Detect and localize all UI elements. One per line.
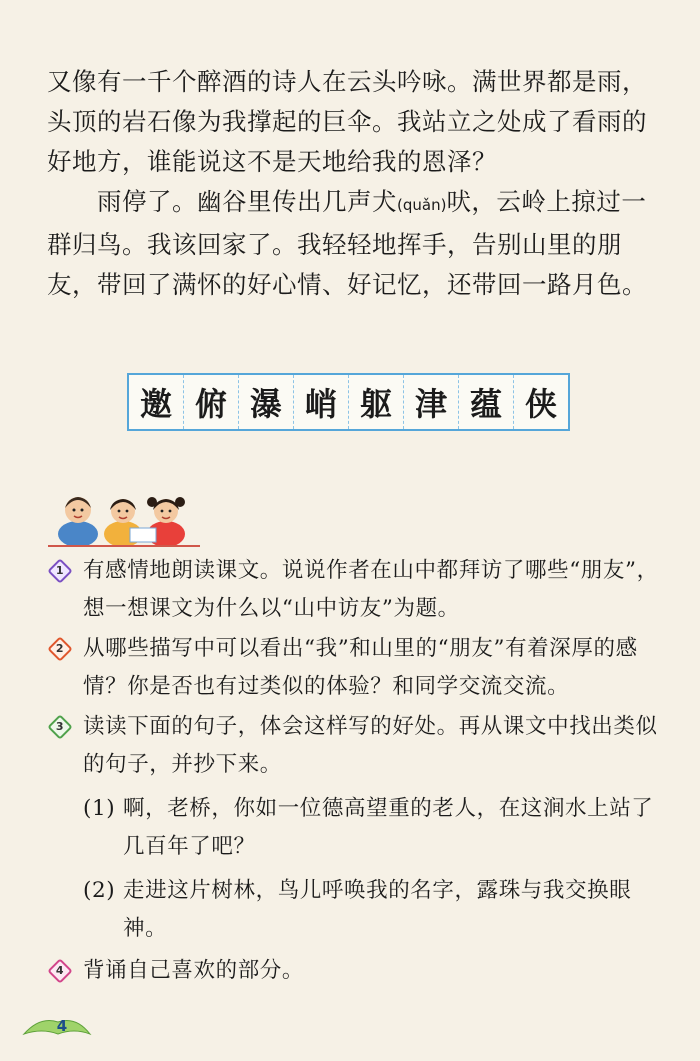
question-number-badge: 3 [47, 714, 72, 739]
page-number: 4 [56, 1017, 68, 1035]
sentence-text: 走进这片树林，鸟儿呼唤我的名字，露珠与我交换眼神。 [123, 878, 632, 941]
page-number-badge [22, 1014, 92, 1038]
character-cell: 俯 [184, 375, 239, 429]
example-sentence-2 [47, 872, 667, 948]
character-cell: 峭 [294, 375, 349, 429]
lesson-text [47, 62, 657, 305]
question-number-badge: 2 [47, 636, 72, 661]
sentence-text: 啊，老桥，你如一位德高望重的老人，在这涧水上站了几百年了吧？ [123, 796, 654, 859]
paragraph-1: 又像有一千个醉酒的诗人在云头吟咏。满世界都是雨，头顶的岩石像为我撑起的巨伞。我站立之处成了看雨的好地方，谁能说这不是天地给我的恩泽？ [47, 67, 647, 176]
exercise-questions [47, 552, 667, 992]
section-divider [48, 545, 200, 547]
three-children-reading-icon [48, 488, 198, 546]
character-cell: 侠 [524, 385, 557, 423]
question-2 [47, 630, 667, 706]
example-sentence-1 [47, 790, 667, 866]
character-cell: 蕴 [459, 375, 514, 429]
character-cell: 邀 [129, 375, 184, 429]
sentence-tag: (1) [83, 796, 116, 821]
question-text: 有感情地朗读课文。说说作者在山中都拜访了哪些“朋友”，想一想课文为什么以“山中访友”为题。 [83, 558, 659, 621]
question-text: 背诵自己喜欢的部分。 [83, 958, 305, 983]
question-1 [47, 552, 667, 628]
question-number-badge: 1 [47, 558, 72, 583]
new-characters-grid [127, 373, 570, 431]
pinyin-annotation: (quǎn) [397, 196, 447, 214]
character-cell: 躯 [349, 375, 404, 429]
question-number-badge: 4 [47, 958, 72, 983]
question-text: 读读下面的句子，体会这样写的好处。再从课文中找出类似的句子，并抄下来。 [83, 714, 658, 777]
question-3 [47, 708, 667, 784]
character-cell: 津 [404, 375, 459, 429]
sentence-tag: (2) [83, 878, 116, 903]
question-text: 从哪些描写中可以看出“我”和山里的“朋友”有着深厚的感情？你是否也有过类似的体验？和同学交流交流。 [83, 636, 638, 699]
question-4 [47, 952, 667, 990]
paragraph-2-after: 吠，云岭上掠过一群归鸟。我该回家了。我轻轻地挥手，告别山里的朋友，带回了满怀的好心情、好记忆，还带回一路月色。 [47, 187, 647, 299]
paragraph-2-before: 雨停了。幽谷里传出几声犬 [97, 187, 397, 216]
character-cell: 瀑 [239, 375, 294, 429]
paragraph-2 [47, 182, 657, 305]
